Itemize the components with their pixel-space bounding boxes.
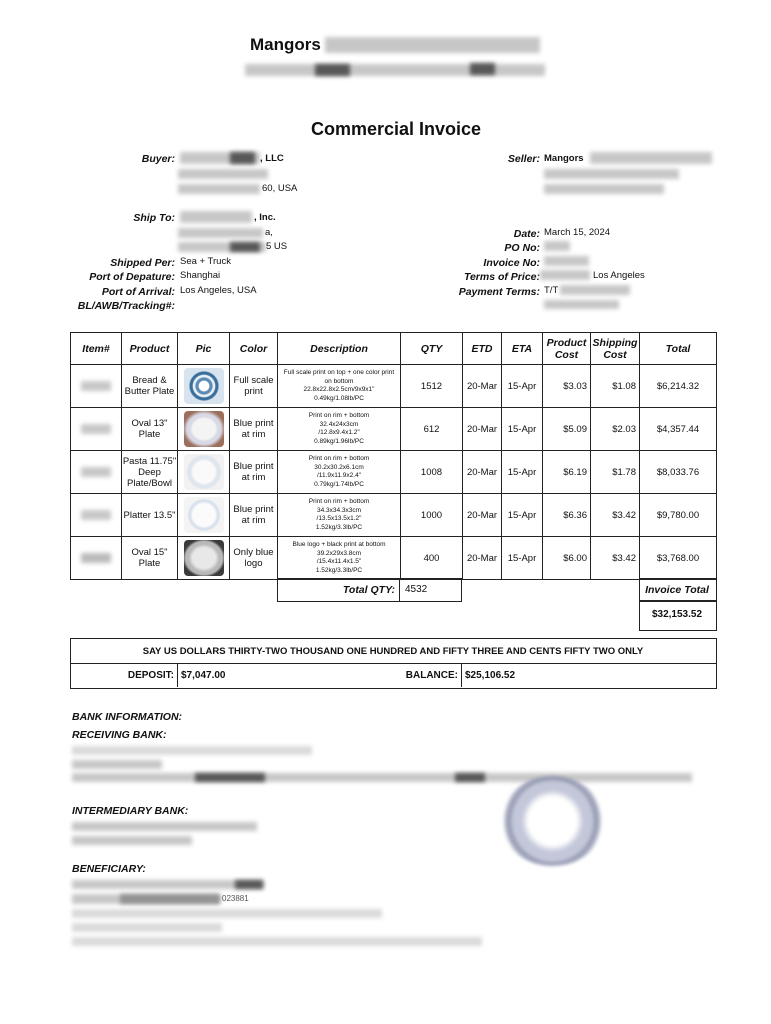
redacted-company-name xyxy=(325,37,540,53)
color-cell: Blue print at rim xyxy=(230,408,278,451)
arrival-label: Port of Arrival: xyxy=(101,286,175,298)
arrival-value: Los Angeles, USA xyxy=(180,285,257,296)
redacted-po xyxy=(544,241,570,251)
item-number-redacted xyxy=(71,537,122,580)
etd-cell: 20-Mar xyxy=(463,451,502,494)
description-cell: Print on rim + bottom 34.3x34.3x3cm /13.5x13.5x1.2" 1.52kg/3.3lb/PC xyxy=(278,494,401,537)
product-cost-cell: $6.19 xyxy=(543,451,591,494)
col-product-cost: Product Cost xyxy=(543,333,591,365)
buyer-name-suffix: , LLC xyxy=(260,153,284,164)
departure-label: Port of Depature: xyxy=(89,271,175,283)
deposit-value: $7,047.00 xyxy=(181,670,226,681)
total-cell: $3,768.00 xyxy=(640,537,717,580)
table-row xyxy=(71,494,717,537)
redacted-payment-terms xyxy=(560,285,630,295)
shipped-per-value: Sea + Truck xyxy=(180,256,231,267)
company-seal-icon xyxy=(500,776,605,866)
col-product: Product xyxy=(122,333,178,365)
qty-cell: 400 xyxy=(401,537,463,580)
redacted-ship-to-address xyxy=(178,228,263,238)
product-cell: Platter 13.5" xyxy=(122,494,178,537)
eta-cell: 15-Apr xyxy=(502,451,543,494)
col-total: Total xyxy=(640,333,717,365)
qty-cell: 1512 xyxy=(401,365,463,408)
redaction-mark xyxy=(470,63,495,75)
qty-cell: 1000 xyxy=(401,494,463,537)
shipping-cost-cell: $1.78 xyxy=(591,451,640,494)
col-eta: ETA xyxy=(502,333,543,365)
platter-icon xyxy=(184,497,224,533)
deposit-label: DEPOSIT: xyxy=(127,670,174,681)
invoice-total-value: $32,153.52 xyxy=(651,609,703,620)
product-cost-cell: $6.36 xyxy=(543,494,591,537)
description-cell: Print on rim + bottom 32.4x24x3cm /12.8x9.4x1.2" 0.89kg/1.96lb/PC xyxy=(278,408,401,451)
shipping-cost-cell: $1.08 xyxy=(591,365,640,408)
redacted-buyer-city xyxy=(178,184,260,194)
eta-cell: 15-Apr xyxy=(502,537,543,580)
invoice-no-label: Invoice No: xyxy=(483,257,540,269)
product-cost-cell: $3.03 xyxy=(543,365,591,408)
item-number-redacted xyxy=(71,451,122,494)
redacted-ship-to-name xyxy=(180,211,252,223)
col-shipping-cost: Shipping Cost xyxy=(591,333,640,365)
shipping-cost-cell: $2.03 xyxy=(591,408,640,451)
beneficiary-heading: BENEFICIARY: xyxy=(72,863,146,875)
receiving-bank-heading: RECEIVING BANK: xyxy=(72,729,167,741)
redacted-payment-terms-2 xyxy=(544,300,619,309)
redacted-seller-city xyxy=(544,184,664,194)
color-cell: Full scale print xyxy=(230,365,278,408)
ship-to-label: Ship To: xyxy=(133,212,175,224)
seller-name: Mangors xyxy=(544,153,584,164)
date-value: March 15, 2024 xyxy=(544,227,611,238)
color-cell: Only blue logo xyxy=(230,537,278,580)
product-cost-cell: $6.00 xyxy=(543,537,591,580)
redacted-beneficiary-details xyxy=(72,937,482,946)
redaction-mark xyxy=(455,773,485,782)
items-table xyxy=(70,332,717,580)
payment-terms-label: Payment Terms: xyxy=(458,286,540,298)
balance-label: BALANCE: xyxy=(405,670,458,681)
table-row xyxy=(71,365,717,408)
table-row xyxy=(71,451,717,494)
po-label: PO No: xyxy=(504,242,540,254)
bowl-icon xyxy=(184,454,224,490)
col-color: Color xyxy=(230,333,278,365)
redacted-terms xyxy=(540,270,590,280)
shipping-cost-cell: $3.42 xyxy=(591,494,640,537)
item-number-redacted xyxy=(71,494,122,537)
redacted-buyer-address xyxy=(178,169,268,179)
departure-value: Shanghai xyxy=(180,270,221,281)
product-pic xyxy=(178,408,230,451)
color-cell: Blue print at rim xyxy=(230,451,278,494)
table-row xyxy=(71,408,717,451)
col-etd: ETD xyxy=(463,333,502,365)
description-cell: Full scale print on top + one color print on bottom 22.8x22.8x2.5cm/9x9x1" 0.49kg/1.08lb/PC xyxy=(278,365,401,408)
oval-plate-icon xyxy=(184,411,224,447)
redacted-swift xyxy=(72,760,162,769)
etd-cell: 20-Mar xyxy=(463,494,502,537)
invoice-title: Commercial Invoice xyxy=(311,119,482,139)
col-qty: QTY xyxy=(401,333,463,365)
redacted-receiving-bank-name xyxy=(72,746,312,755)
product-cell: Pasta 11.75" Deep Plate/Bowl xyxy=(122,451,178,494)
eta-cell: 15-Apr xyxy=(502,408,543,451)
balance-value: $25,106.52 xyxy=(465,670,516,681)
bank-info-heading: BANK INFORMATION: xyxy=(72,711,183,723)
redacted-beneficiary-city xyxy=(72,923,222,932)
redaction-mark xyxy=(230,242,260,252)
total-qty-divider xyxy=(399,578,400,601)
total-qty-value: 4532 xyxy=(405,584,428,595)
ship-to-line1-suffix: a, xyxy=(265,227,273,238)
product-cell: Bread & Butter Plate xyxy=(122,365,178,408)
table-row xyxy=(71,537,717,580)
buyer-city-suffix: 60, USA xyxy=(262,183,298,194)
product-pic xyxy=(178,451,230,494)
description-cell: Print on rim + bottom 30.2x30.2x6.1cm /11.9x11.9x2.4" 0.79kg/1.74lb/PC xyxy=(278,451,401,494)
redaction-mark xyxy=(315,64,350,76)
deposit-divider xyxy=(177,664,178,687)
redaction-mark xyxy=(195,773,265,782)
etd-cell: 20-Mar xyxy=(463,365,502,408)
product-pic xyxy=(178,537,230,580)
redaction-mark xyxy=(230,152,255,164)
col-pic: Pic xyxy=(178,333,230,365)
company-name: Mangors xyxy=(250,35,321,54)
total-cell: $8,033.76 xyxy=(640,451,717,494)
redacted-receiving-bank-address xyxy=(72,773,692,782)
etd-cell: 20-Mar xyxy=(463,408,502,451)
tracking-label: BL/AWB/Tracking#: xyxy=(77,300,175,312)
eta-cell: 15-Apr xyxy=(502,365,543,408)
ship-to-line2-suffix: 5 US xyxy=(266,241,288,252)
shipping-cost-cell: $3.42 xyxy=(591,537,640,580)
qty-cell: 612 xyxy=(401,408,463,451)
total-cell: $6,214.32 xyxy=(640,365,717,408)
ship-to-name-suffix: , Inc. xyxy=(254,212,276,223)
product-cost-cell: $5.09 xyxy=(543,408,591,451)
seller-label: Seller: xyxy=(507,153,540,165)
color-cell: Blue print at rim xyxy=(230,494,278,537)
invoice-total-label: Invoice Total xyxy=(645,584,709,596)
redacted-beneficiary-address xyxy=(72,909,382,918)
qty-cell: 1008 xyxy=(401,451,463,494)
redacted-seller-name xyxy=(590,152,712,164)
total-cell: $9,780.00 xyxy=(640,494,717,537)
redaction-mark xyxy=(235,880,263,889)
etd-cell: 20-Mar xyxy=(463,537,502,580)
redacted-intermediary-swift xyxy=(72,836,192,845)
balance-divider xyxy=(461,664,462,687)
redacted-invoice-no xyxy=(544,256,589,266)
eta-cell: 15-Apr xyxy=(502,494,543,537)
total-qty-label: Total QTY: xyxy=(342,584,395,596)
buyer-label: Buyer: xyxy=(141,153,175,165)
patterned-plate-icon xyxy=(184,368,224,404)
redacted-company-address xyxy=(245,64,545,76)
summary-divider xyxy=(71,663,716,664)
date-label: Date: xyxy=(513,228,540,240)
redacted-seller-address xyxy=(544,169,679,179)
terms-label: Terms of Price: xyxy=(463,271,540,283)
col-description: Description xyxy=(278,333,401,365)
account-number-fragment: 023881 xyxy=(222,894,249,903)
terms-value: Los Angeles xyxy=(593,270,645,281)
product-cell: Oval 15" Plate xyxy=(122,537,178,580)
oval-plate-icon xyxy=(184,540,224,576)
intermediary-bank-heading: INTERMEDIARY BANK: xyxy=(72,805,189,817)
redacted-intermediary-bank xyxy=(72,822,257,831)
shipped-per-label: Shipped Per: xyxy=(110,257,175,269)
amount-in-words: SAY US DOLLARS THIRTY-TWO THOUSAND ONE HUNDRED AND FIFTY THREE AND CENTS FIFTY TWO ONLY xyxy=(142,646,644,657)
product-pic xyxy=(178,494,230,537)
item-number-redacted xyxy=(71,408,122,451)
product-pic xyxy=(178,365,230,408)
payment-terms-value: T/T xyxy=(544,285,559,296)
table-header-row xyxy=(71,333,717,365)
description-cell: Blue logo + black print at bottom 39.2x29x3.8cm /15.4x11.4x1.5" 1.52kg/3.3lb/PC xyxy=(278,537,401,580)
product-cell: Oval 13" Plate xyxy=(122,408,178,451)
redaction-mark xyxy=(120,894,220,904)
item-number-redacted xyxy=(71,365,122,408)
col-item: Item# xyxy=(71,333,122,365)
total-cell: $4,357.44 xyxy=(640,408,717,451)
